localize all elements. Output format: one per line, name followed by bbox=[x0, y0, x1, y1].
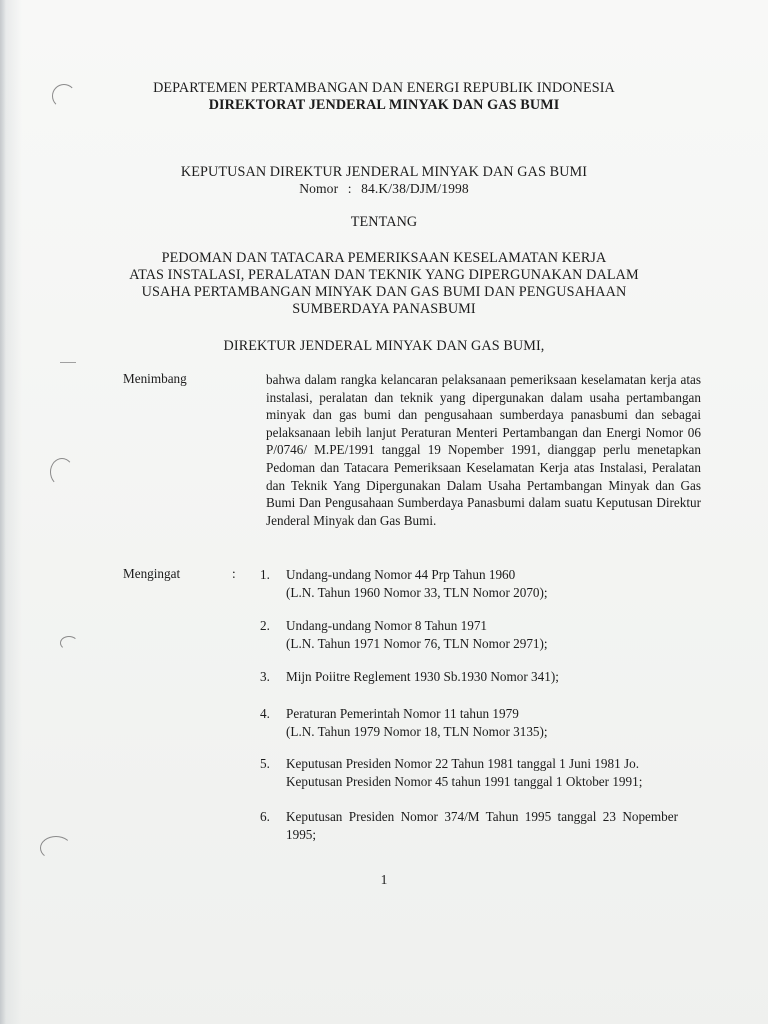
list-item-number: 6. bbox=[260, 809, 270, 824]
list-item bbox=[260, 705, 702, 741]
scan-edge-shadow bbox=[0, 0, 6, 1024]
list-item-line: (L.N. Tahun 1960 Nomor 33, TLN Nomor 2070); bbox=[286, 585, 548, 600]
page-number: 1 bbox=[380, 872, 388, 887]
list-item-line: (L.N. Tahun 1979 Nomor 18, TLN Nomor 3135); bbox=[286, 724, 548, 739]
list-item bbox=[260, 808, 702, 844]
punch-hole-mark bbox=[60, 636, 78, 650]
decree-title: KEPUTUSAN DIREKTUR JENDERAL MINYAK DAN GAS BUMI bbox=[180, 164, 588, 180]
list-item-line: Keputusan Presiden Nomor 374/M Tahun 1995 tanggal 23 Nopember 1995; bbox=[286, 809, 678, 842]
mengingat-label: Mengingat bbox=[123, 566, 181, 581]
list-item-line: (L.N. Tahun 1971 Nomor 76, TLN Nomor 2971); bbox=[286, 636, 548, 651]
list-item-number: 4. bbox=[260, 706, 270, 721]
list-item bbox=[260, 668, 702, 686]
list-item-number: 2. bbox=[260, 618, 270, 633]
list-item bbox=[260, 566, 702, 602]
decree-number-colon: : bbox=[347, 181, 352, 196]
menimbang-text: bahwa dalam rangka kelancaran pelaksanaan pemeriksaan keselamatan kerja atas instalasi, peralatan dan teknik yang dipergunakan dalam usaha pertambangan minyak dan gas bumi dan pengusahaan sumberdaya panasbumi dan sebagai pelaksanaan lebih lanjut Peraturan Menteri Pertambangan dan Energi Nomor 06 P/0746/ M.PE/1991 tanggal 19 Nopember 1991, dianggap perlu menetapkan Pedoman dan Tatacara Pemeriksaan Keselamatan Kerja atas Instalasi, Peralatan dan Teknik Yang Dipergunakan Dalam Usaha Pertambangan Minyak dan Gas Bumi Dan Pengusahaan Sumberdaya Panasbumi dalam suatu Keputusan Direktur Jenderal Minyak dan Gas Bumi. bbox=[266, 372, 701, 528]
subject-line-1: PEDOMAN DAN TATACARA PEMERIKSAAN KESELAMATAN KERJA bbox=[161, 250, 607, 266]
punch-hole-mark bbox=[40, 836, 72, 860]
menimbang-label: Menimbang bbox=[123, 371, 187, 386]
list-item bbox=[260, 755, 702, 791]
list-item-line: Keputusan Presiden Nomor 22 Tahun 1981 tanggal 1 Juni 1981 Jo. bbox=[286, 756, 640, 771]
decree-number bbox=[0, 181, 768, 197]
subject-line-2: ATAS INSTALASI, PERALATAN DAN TEKNIK YANG DIPERGUNAKAN DALAM bbox=[129, 267, 639, 283]
punch-hole-mark bbox=[50, 458, 74, 486]
authority-heading: DIREKTUR JENDERAL MINYAK DAN GAS BUMI, bbox=[223, 338, 545, 354]
about-heading: TENTANG bbox=[350, 214, 418, 230]
list-item bbox=[260, 617, 702, 653]
list-item-number: 1. bbox=[260, 567, 270, 582]
list-item-number: 5. bbox=[260, 756, 270, 771]
list-item-line: Mijn Poiitre Reglement 1930 Sb.1930 Nomor 341); bbox=[286, 669, 559, 684]
scan-mark bbox=[60, 362, 76, 363]
list-item-line: Peraturan Pemerintah Nomor 11 tahun 1979 bbox=[286, 706, 519, 721]
list-item-line: Undang-undang Nomor 8 Tahun 1971 bbox=[286, 618, 488, 633]
subject-line-3: USAHA PERTAMBANGAN MINYAK DAN GAS BUMI DAN PENGUSAHAAN bbox=[141, 284, 627, 300]
decree-number-label: Nomor bbox=[299, 181, 339, 196]
mengingat-colon: : bbox=[232, 566, 236, 581]
list-item-line: Undang-undang Nomor 44 Prp Tahun 1960 bbox=[286, 567, 516, 582]
decree-number-value: 84.K/38/DJM/1998 bbox=[361, 181, 469, 196]
list-item-number: 3. bbox=[260, 669, 270, 684]
directorate-heading: DIREKTORAT JENDERAL MINYAK DAN GAS BUMI bbox=[208, 97, 560, 113]
ministry-heading: DEPARTEMEN PERTAMBANGAN DAN ENERGI REPUBLIK INDONESIA bbox=[153, 80, 615, 96]
list-item-line: Keputusan Presiden Nomor 45 tahun 1991 tanggal 1 Oktober 1991; bbox=[286, 774, 643, 789]
subject-line-4: SUMBERDAYA PANASBUMI bbox=[292, 301, 476, 317]
